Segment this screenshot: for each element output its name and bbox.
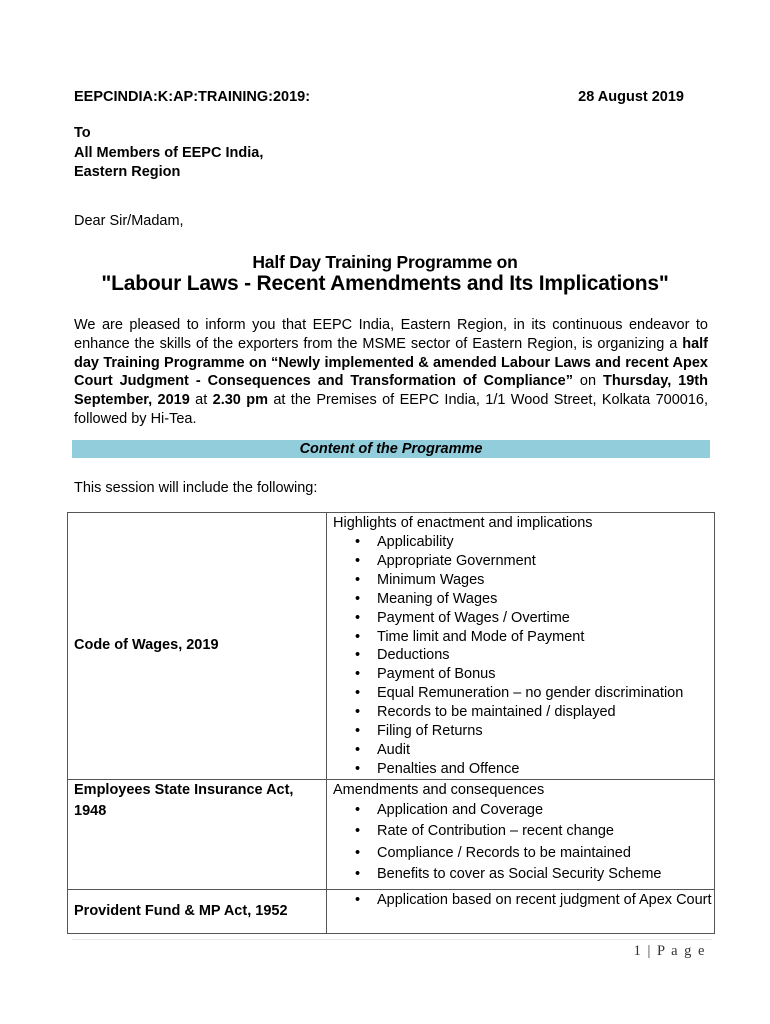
bullet-icon: •	[355, 844, 361, 861]
topic-name: Code of Wages, 2019	[68, 513, 327, 780]
topic-points	[333, 890, 714, 911]
salutation: Dear Sir/Madam,	[74, 213, 184, 229]
list-item: • Payment of Bonus	[355, 666, 496, 683]
list-item: • Benefits to cover as Social Security Scheme	[355, 864, 714, 886]
intro-text-3: at	[189, 392, 213, 409]
bullet-icon: •	[355, 534, 361, 550]
bullet-icon: •	[355, 704, 361, 721]
topic-details	[327, 513, 715, 780]
list-item: • Penalties and Offence	[355, 760, 520, 777]
page-number	[634, 943, 706, 960]
topic-details	[327, 779, 715, 889]
topic-name: Provident Fund & MP Act, 1952	[68, 889, 327, 933]
intro-event-time: 2.30 pm	[212, 392, 268, 409]
addressee-members: All Members of EEPC India,	[74, 144, 264, 161]
bullet-icon: •	[355, 823, 361, 840]
addressee-region: Eastern Region	[74, 164, 181, 180]
bullet-icon: •	[355, 666, 361, 683]
list-item: • Records to be maintained / displayed	[355, 704, 616, 721]
intro-text-1: We are pleased to inform you that EEPC India, Eastern Region, in its continuous endeavor to enhance the skills of the exporters from the MSME sector of Eastern Region, is organizing a	[74, 317, 708, 352]
list-item: • Filing of Returns	[355, 723, 483, 740]
addressee-to: To	[74, 125, 91, 141]
list-item: • Payment of Wages / Overtime	[355, 609, 570, 626]
topic-name: Employees State Insurance Act, 1948	[68, 779, 327, 889]
intro-programme-name: half day Training Programme on “Newly implemented & amended Labour Laws and recent Apex Court Judgment - Consequences and Transformation of Compliance”	[74, 335, 708, 390]
list-item: • Time limit and Mode of Payment	[355, 628, 585, 645]
bullet-icon: •	[355, 801, 361, 818]
bullet-icon: •	[355, 723, 361, 740]
reference-number: EEPCINDIA:K:AP:TRAINING:2019:	[74, 89, 311, 105]
bullet-icon: •	[355, 571, 361, 588]
topic-points	[333, 800, 714, 886]
list-item: • Application based on recent judgment of Apex Court	[355, 890, 714, 911]
bullet-icon: •	[355, 628, 361, 645]
bullet-icon: •	[355, 552, 361, 569]
bullet-icon: •	[355, 647, 361, 664]
bullet-icon: •	[355, 891, 361, 908]
content-heading-bar: Content of the Programme	[72, 440, 710, 458]
reference-line	[74, 89, 684, 105]
topic-heading: Amendments and consequences	[333, 781, 545, 798]
page-label: | P a g e	[647, 943, 706, 959]
list-item: • Deductions	[355, 647, 450, 664]
topic-points	[333, 533, 714, 779]
intro-text-2: on	[572, 373, 604, 390]
table-row	[68, 889, 715, 933]
list-item: • Audit	[355, 741, 411, 758]
bullet-icon: •	[355, 741, 361, 758]
bullet-icon: •	[355, 590, 361, 607]
footer-divider	[72, 939, 712, 940]
list-item: • Appropriate Government	[355, 552, 536, 569]
intro-text-4: at the Premises of EEPC India, 1/1 Wood Street, Kolkata 700016, followed by Hi-Tea.	[74, 392, 708, 427]
addressee-block	[74, 124, 263, 183]
list-item: • Equal Remuneration – no gender discrimination	[355, 685, 684, 702]
list-item: • Applicability	[355, 534, 454, 550]
bullet-icon: •	[355, 760, 361, 777]
table-row	[68, 779, 715, 889]
programme-title-line2: "Labour Laws - Recent Amendments and Its Implications"	[101, 272, 669, 295]
topic-heading: Highlights of enactment and implications	[333, 515, 593, 531]
page-number-value: 1	[633, 943, 643, 959]
list-item: • Meaning of Wages	[355, 590, 498, 607]
programme-title-line1: Half Day Training Programme on	[252, 252, 518, 272]
bullet-icon: •	[355, 609, 361, 626]
bullet-icon: •	[355, 685, 361, 702]
list-item: • Minimum Wages	[355, 571, 485, 588]
letter-date: 28 August 2019	[578, 89, 684, 105]
intro-event-date: Thursday, 19th September, 2019	[74, 373, 708, 409]
table-row	[68, 513, 715, 780]
topic-details	[327, 889, 715, 933]
list-item: • Application and Coverage	[355, 800, 714, 822]
bullet-icon: •	[355, 866, 361, 883]
topics-table	[67, 512, 715, 934]
list-item: • Compliance / Records to be maintained	[355, 843, 714, 865]
session-intro: This session will include the following:	[74, 480, 318, 496]
intro-paragraph	[74, 316, 708, 429]
list-item: • Rate of Contribution – recent change	[355, 821, 714, 843]
